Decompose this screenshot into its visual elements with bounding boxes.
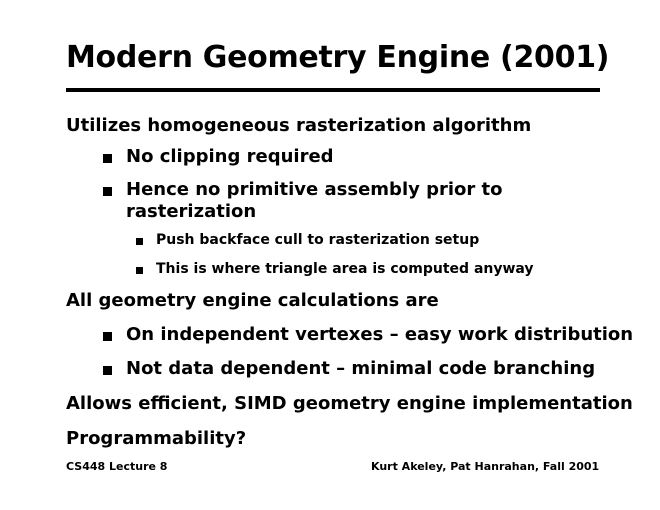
- bullet-simd: Allows efficient, SIMD geometry engine implementation: [66, 393, 633, 414]
- title-rule: [66, 88, 600, 92]
- slide-title: Modern Geometry Engine (2001): [66, 40, 610, 75]
- bullet-utilizes: Utilizes homogeneous rasterization algorithm: [66, 115, 532, 136]
- square-bullet-icon: [136, 267, 143, 274]
- square-bullet-icon: [103, 154, 112, 163]
- square-bullet-icon: [103, 332, 112, 341]
- square-bullet-icon: [103, 187, 112, 196]
- sub-bullet-backface-cull: Push backface cull to rasterization setup: [156, 232, 480, 248]
- square-bullet-icon: [136, 238, 143, 245]
- bullet-no-primitive-assembly: Hence no primitive assembly prior to: [126, 179, 503, 200]
- bullet-not-data-dependent: Not data dependent – minimal code branching: [126, 358, 596, 379]
- bullet-all-calculations: All geometry engine calculations are: [66, 290, 439, 311]
- bullet-independent-vertexes: On independent vertexes – easy work distribution: [126, 324, 634, 345]
- square-bullet-icon: [103, 366, 112, 375]
- bullet-no-primitive-assembly-cont: rasterization: [126, 201, 257, 222]
- bullet-no-clipping: No clipping required: [126, 146, 334, 167]
- sub-bullet-triangle-area: This is where triangle area is computed anyway: [156, 261, 534, 277]
- footer-course: CS448 Lecture 8: [66, 460, 168, 473]
- footer-authors: Kurt Akeley, Pat Hanrahan, Fall 2001: [371, 460, 600, 473]
- bullet-programmability: Programmability?: [66, 428, 247, 449]
